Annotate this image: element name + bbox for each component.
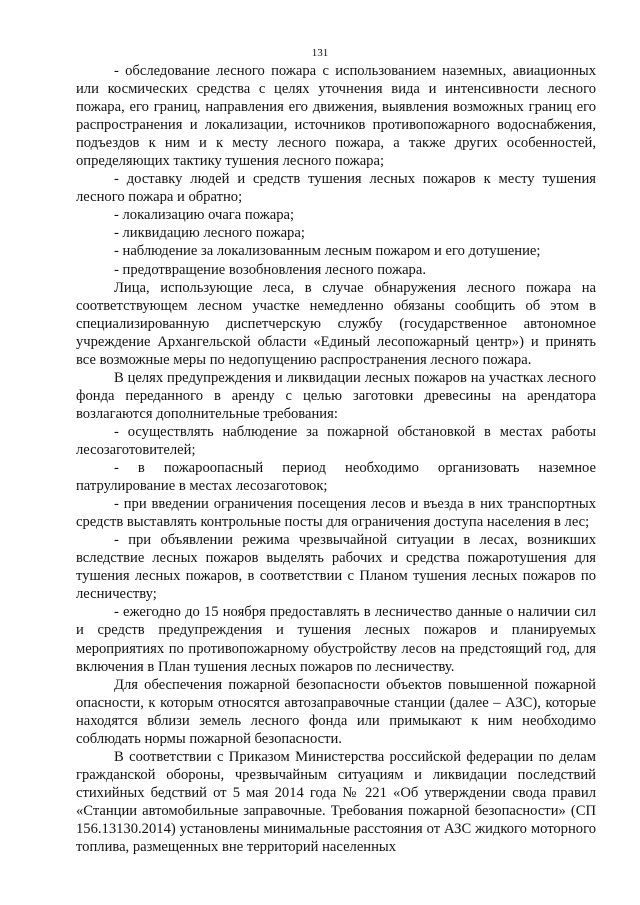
paragraph-control-posts: - при введении ограничения посещения лесов и въезда в них транспортных средств выставлять контрольные посты для ограничения доступа населения в лес; [76,496,596,531]
paragraph-emergency: - при объявлении режима чрезвычайной ситуации в лесах, возникших вследствие лесных пожаров выделять рабочих и средства пожаротушения для тушения лесных пожаров, в соответствии с Планом тушения лесных пожаров по лесничеству; [76,532,596,603]
paragraph-liquidation: - ликвидацию лесного пожара; [114,225,305,242]
paragraph-observation: - осуществлять наблюдение за пожарной обстановкой в местах работы лесозаготовителей; [76,423,596,458]
paragraph-forest-users: Лица, использующие леса, в случае обнаружения лесного пожара на соответствующем лесном участке немедленно обязаны сообщить об этом в специализированную диспетчерскую службу (государственное автономное учреждение Архангельской области «Единый лесопожарный центр») и принять все возможные меры по недопущению распространения лесного пожара. [76,279,596,368]
paragraph-delivery: - доставку людей и средств тушения лесных пожаров к месту тушения лесного пожара и обратно; [76,171,596,206]
paragraph-prevention: - предотвращение возобновления лесного пожара. [114,261,426,278]
paragraph-gas-stations: Для обеспечения пожарной безопасности объектов повышенной пожарной опасности, к которым относятся автозаправочные станции (далее – АЗС), которые находятся вблизи земель лесного фонда или примыкают к ним необходимо соблюдать нормы пожарной безопасности. [76,676,596,747]
page-number: 131 [311,47,329,59]
page-body [76,62,596,856]
paragraph-ministry-order: В соответствии с Приказом Министерства российской федерации по делам гражданской обороны, чрезвычайным ситуациям и ликвидации последствий стихийных бедствий от 5 мая 2014 года № 221 «Об утверждении свода правил «Станции автомобильные заправочные. Требования пожарной безопасности» (СП 156.13130.2014) установлены минимальные расстояния от АЗС жидкого моторного топлива, размещенных вне территорий населенных [76,748,596,856]
paragraph-lease-requirements: В целях предупреждения и ликвидации лесных пожаров на участках лесного фонда переданного в аренду с целью заготовки древесины на арендатора возлагаются дополнительные требования: [76,369,596,422]
paragraph-patrol: - в пожароопасный период необходимо организовать наземное патрулирование в местах лесозаготовок; [76,460,596,495]
paragraph-annual-report: - ежегодно до 15 ноября предоставлять в лесничество данные о наличии сил и средств предупреждения и тушения лесных пожаров и планируемых мероприятиях по противопожарному обустройству лесов на предстоящий год, для включения в План тушения лесных пожаров по лесничеству. [76,604,596,675]
paragraph-localization: - локализацию очага пожара; [114,207,295,224]
paragraph-fire-survey: - обследование лесного пожара с использованием наземных, авиационных или космических средства с целях уточнения вида и интенсивности лесного пожара, его границ, направления его движения, выявления возможных границ его распространения и локализации, источников противопожарного водоснабжения, подъездов к ним и к месту лесного пожара, а также других особенностей, определяющих тактику тушения лесного пожара; [76,63,596,170]
paragraph-monitoring: - наблюдение за локализованным лесным пожаром и его дотушение; [114,243,541,260]
